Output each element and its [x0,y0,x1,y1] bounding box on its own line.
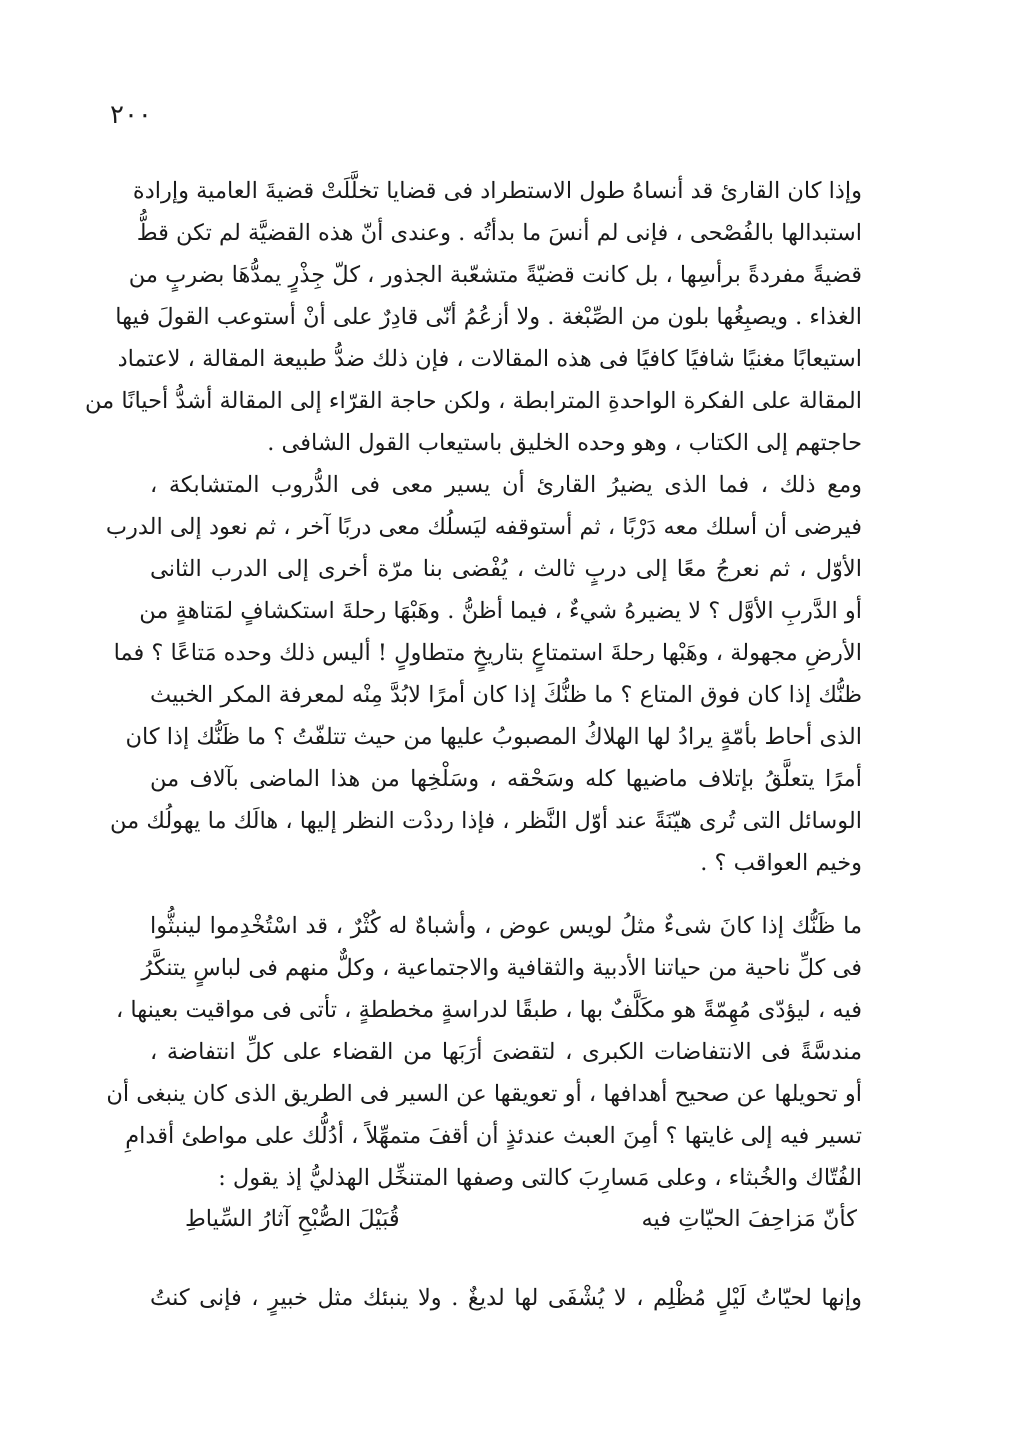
text-line: فى كلِّ ناحية من حياتنا الأدبية والثقافية والاجتماعية ، وكلٌّ منهم فى لباسٍ يتنكَّرُ [141,955,862,981]
poetry-verse [185,1197,857,1241]
verse-first-hemistich: كأنّ مَزاحِفَ الحيّاتِ فيه [641,1206,857,1232]
text-line: مندسَّةً فى الانتفاضات الكبرى ، لتقضىَ أرَبَها من القضاء على كلِّ انتفاضة ، [150,1039,862,1065]
paragraph-4 [150,1277,862,1319]
text-line: تسير فيه إلى غايتها ؟ أمِنَ العبث عندئذٍ أن أقفَ متمهِّلاً ، أدُلُّك على مواطئ أقدامِ [125,1123,862,1149]
text-line: وخيم العواقب ؟ . [700,850,862,876]
text-line: الغذاء . ويصبِغُها بلون من الصِّبْغة . ولا أزعُمُ أنّى قادِرٌ على أنْ أستوعب القولَ فيها [115,304,862,330]
text-line: الوسائل التى تُرى هيّنَةً عند أوّل النَّظر ، فإذا رددْت النظر إليها ، هالَك ما يهولُك من [110,808,862,834]
page-number: ٢٠٠ [110,100,152,130]
paragraph-1 [85,170,862,464]
text-line: وإنها لحيّاتُ لَيْلٍ مُظْلِم ، لا يُشْفَى لها لديغٌ . ولا ينبئك مثل خبيرٍ ، فإنى كنتُ [150,1285,862,1311]
text-line: الأوّل ، ثم نعرجُ معًا إلى دربٍ ثالث ، يُفْضى بنا مرّة أخرى إلى الدرب الثانى [150,556,862,582]
text-line: أو الدَّربِ الأوَّل ؟ لا يضيرهُ شيءٌ ، فيما أظنُّ . وهَبْهَا رحلةَ استكشافٍ لمَتاهةٍ من [139,598,862,624]
text-line: أو تحويلها عن صحيح أهدافها ، أو تعويقها عن السير فى الطريق الذى كان ينبغى أن [106,1081,862,1107]
text-line: حاجتهم إلى الكتاب ، وهو وحده الخليق باستيعاب القول الشافى . [267,430,862,456]
text-line: فيرضى أن أسلك معه دَرْبًا ، ثم أستوقفه ليَسلُك معى دربًا آخر ، ثم نعود إلى الدرب [105,514,862,540]
text-line: الفُتّاك والخُبثاء ، وعلى مَسارِبَ كالتى وصفها المتنخِّل الهذليُّ إذ يقول : [218,1165,862,1191]
text-line: الأرضِ مجهولة ، وهَبْها رحلةَ استمتاعٍ بتاريخٍ متطاولٍ ! أليس ذلك وحده مَتاعًا ؟ فما [113,640,862,666]
text-line: ومع ذلك ، فما الذى يضيرُ القارئ أن يسير معى فى الدُّروب المتشابكة ، [150,472,862,498]
text-line: المقالة على الفكرة الواحدةِ المترابطة ، ولكن حاجة القرّاء إلى المقالة أشدُّ أحيانًا من [85,388,862,414]
paragraph-2 [105,464,862,884]
text-line: استيعابًا مغنيًا شافيًا كافيًا فى هذه المقالات ، فإن ذلك ضدُّ طبيعة المقالة ، لاعتماد [117,346,862,372]
text-line: ما ظَنُّك إذا كانَ شىءٌ مثلُ لويس عوض ، وأشباهٌ له كُثْرٌ ، قد اسْتُخْدِموا لينبثُّوا [150,913,862,939]
text-line: أمرًا يتعلَّقُ بإتلاف ماضيها كله وسَحْقه ، وسَلْخِها من هذا الماضى بآلاف من [150,766,862,792]
text-line: ظنُّك إذا كان فوق المتاع ؟ ما ظنُّكَ إذا كان أمرًا لابُدَّ مِنْه لمعرفة المكر الخبيث [150,682,862,708]
text-line: فيه ، ليؤدّى مُهِمّةً هو مكَلَّفٌ بها ، طبقًا لدراسةٍ مخططةٍ ، تأتى فى مواقيت بعينها ، [116,997,862,1023]
text-block-main [85,170,862,884]
text-line: وإذا كان القارئ قد أنساهُ طول الاستطراد فى قضايا تخلَّلَتْ قضيةَ العامية وإرادة [132,178,862,204]
paragraph-3 [106,905,862,1199]
verse-second-hemistich: قُبَيْلَ الصُّبْحِ آثارُ السِّياطِ [185,1206,400,1232]
text-line: قضيةً مفردةً برأسِها ، بل كانت قضيّةً متشعّبة الجذور ، كلّ جِذْرٍ يمدُّهَا بضربٍ من [128,262,862,288]
text-line: استبدالها بالفُصْحى ، فإنى لم أنسَ ما بدأتُه . وعندى أنّ هذه القضيَّة لم تكن قطُّ [136,220,862,246]
text-line: الذى أحاط بأمّةٍ يرادُ لها الهلاكُ المصبوبُ عليها من حيث تتلفّتُ ؟ ما ظَنُّك إذا كان [125,724,862,750]
